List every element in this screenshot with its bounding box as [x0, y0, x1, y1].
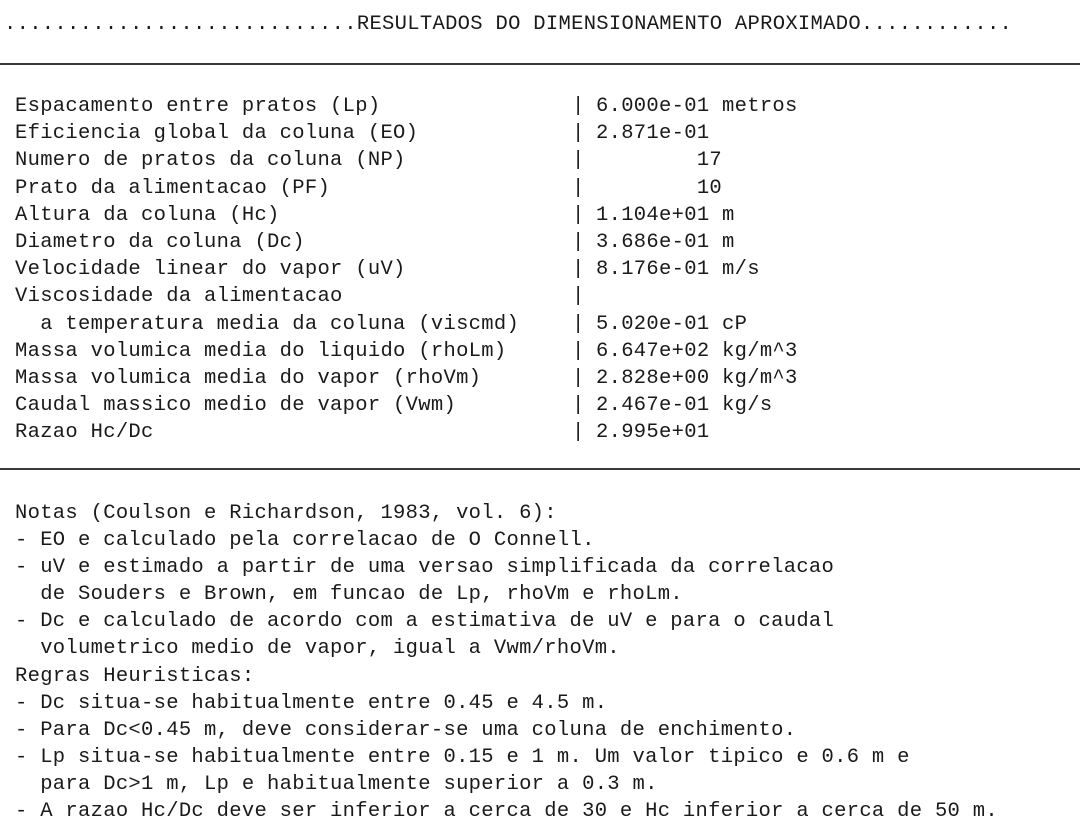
row-label: Diametro da coluna (Dc) — [15, 230, 305, 254]
row-label: a temperatura media da coluna (viscmd) — [15, 312, 520, 336]
row-value: 17 — [596, 149, 723, 173]
row-value: 5.020e-01 cP — [596, 312, 748, 336]
table-row — [15, 229, 1075, 256]
column-separator: | — [572, 122, 585, 146]
row-label: Massa volumica media do liquido (rhoLm) — [15, 339, 507, 363]
results-table — [15, 93, 1075, 446]
row-value: 6.000e-01 metros — [596, 95, 798, 118]
row-label: Espacamento entre pratos (Lp) — [15, 95, 381, 118]
note-line: - Lp situa-se habitualmente entre 0.15 e 1 m. Um valor tipico e 0.6 m e — [15, 745, 910, 769]
table-row — [15, 147, 1075, 174]
row-value: 2.828e+00 kg/m^3 — [596, 366, 798, 390]
row-value: 1.104e+01 m — [596, 203, 735, 227]
row-value: 6.647e+02 kg/m^3 — [596, 339, 798, 363]
table-row — [15, 93, 1075, 120]
note-line: - EO e calculado pela correlacao de O Connell. — [15, 529, 595, 553]
note-line: de Souders e Brown, em funcao de Lp, rhoVm e rhoLm. — [15, 583, 683, 607]
row-value: 3.686e-01 m — [596, 230, 735, 254]
column-separator: | — [572, 203, 585, 227]
note-line: para Dc>1 m, Lp e habitualmente superior a 0.3 m. — [15, 772, 658, 796]
bottom-divider — [0, 468, 1080, 470]
column-separator: | — [572, 230, 585, 254]
table-row — [15, 202, 1075, 229]
table-row — [15, 120, 1075, 147]
column-separator: | — [572, 312, 585, 336]
column-separator: | — [572, 366, 585, 390]
row-label: Prato da alimentacao (PF) — [15, 176, 331, 200]
row-label: Altura da coluna (Hc) — [15, 203, 280, 227]
note-line: volumetrico medio de vapor, igual a Vwm/rhoVm. — [15, 637, 620, 661]
table-row — [15, 419, 1075, 446]
row-label: Massa volumica media do vapor (rhoVm) — [15, 366, 482, 390]
row-value: 8.176e-01 m/s — [596, 258, 760, 282]
note-line: - Dc situa-se habitualmente entre 0.45 e 4.5 m. — [15, 691, 608, 715]
note-line: - Dc e calculado de acordo com a estimativa de uV e para o caudal — [15, 610, 835, 634]
row-label: Eficiencia global da coluna (EO) — [15, 122, 419, 146]
notes-section — [15, 500, 1077, 825]
row-label: Viscosidade da alimentacao — [15, 285, 343, 309]
table-row — [15, 175, 1075, 202]
column-separator: | — [572, 149, 585, 173]
table-row — [15, 392, 1075, 419]
row-label: Numero de pratos da coluna (NP) — [15, 149, 406, 173]
note-line: - uV e estimado a partir de uma versao simplificada da correlacao — [15, 556, 835, 580]
table-row — [15, 365, 1075, 392]
table-row — [15, 283, 1075, 310]
column-separator: | — [572, 339, 585, 363]
page-title: ............................RESULTADOS DO DIMENSIONAMENTO APROXIMADO............ — [4, 13, 1013, 36]
heuristics-heading: Regras Heuristicas: — [15, 664, 255, 688]
table-row — [15, 338, 1075, 365]
row-value: 2.467e-01 kg/s — [596, 394, 773, 418]
column-separator: | — [572, 285, 585, 309]
column-separator: | — [572, 95, 585, 118]
row-label: Caudal massico medio de vapor (Vwm) — [15, 394, 457, 418]
row-value: 10 — [596, 176, 723, 200]
notes-heading: Notas (Coulson e Richardson, 1983, vol. 6): — [15, 502, 557, 525]
top-divider — [0, 63, 1080, 65]
note-line: - A razao Hc/Dc deve ser inferior a cerca de 30 e Hc inferior a cerca de 50 m. — [15, 800, 998, 824]
column-separator: | — [572, 258, 585, 282]
column-separator: | — [572, 176, 585, 200]
row-label: Velocidade linear do vapor (uV) — [15, 258, 406, 282]
column-separator: | — [572, 394, 585, 418]
row-value: 2.871e-01 — [596, 122, 710, 146]
column-separator: | — [572, 421, 585, 445]
table-row — [15, 311, 1075, 338]
note-line: - Para Dc<0.45 m, deve considerar-se uma coluna de enchimento. — [15, 718, 797, 742]
row-label: Razao Hc/Dc — [15, 421, 154, 445]
table-row — [15, 256, 1075, 283]
row-value: 2.995e+01 — [596, 421, 710, 445]
